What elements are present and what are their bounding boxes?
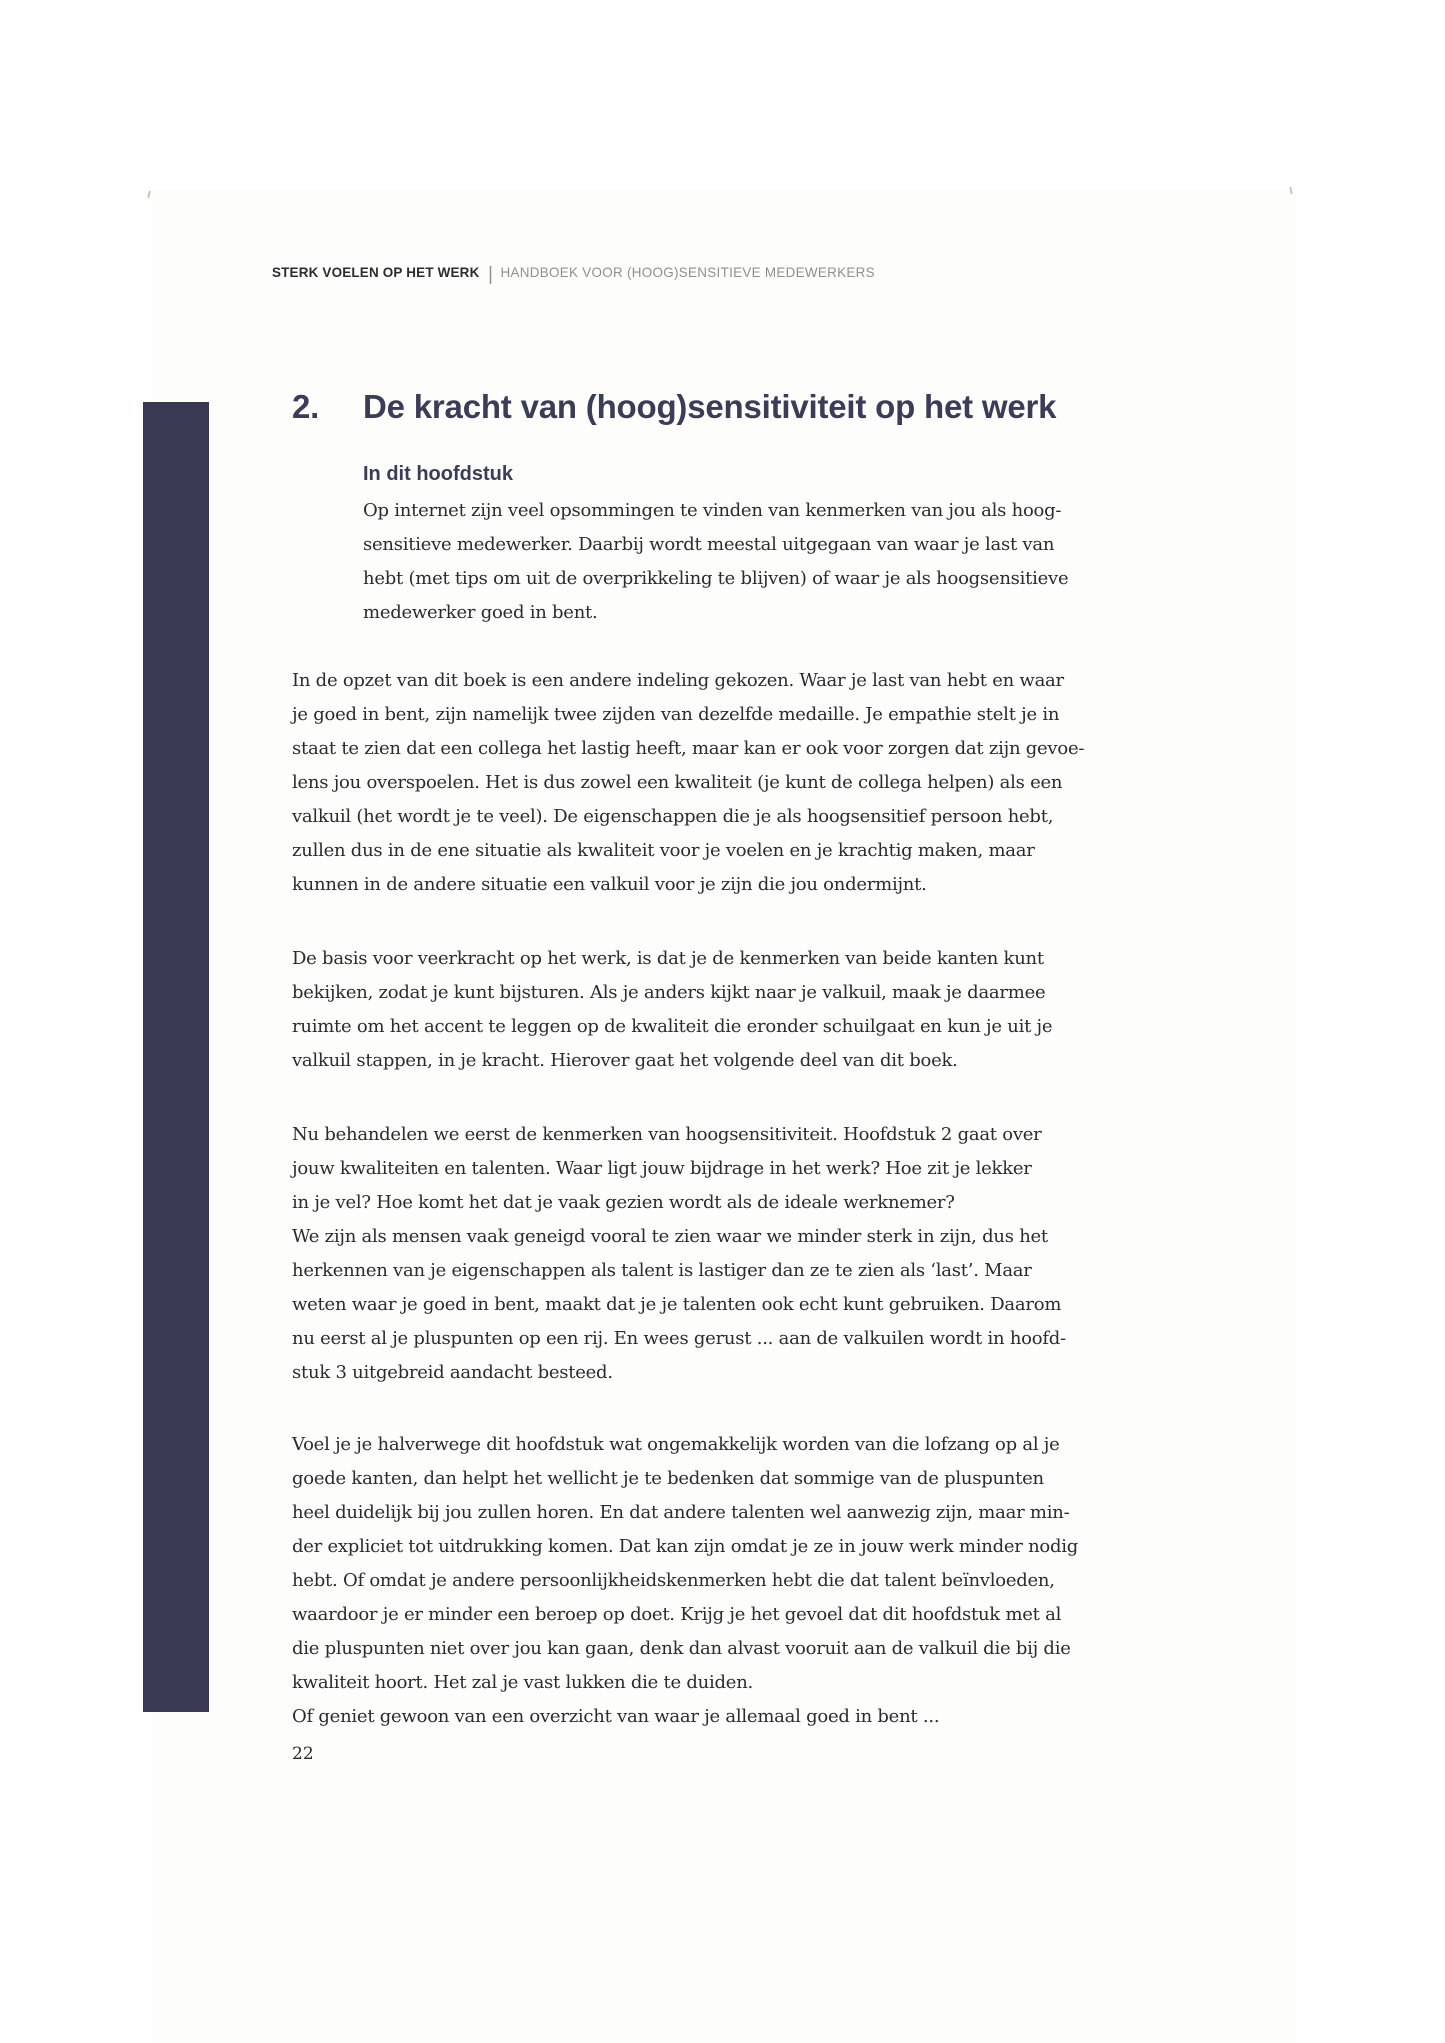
text-line: kunnen in de andere situatie een valkuil voor je zijn die jou ondermijnt. [292, 874, 927, 895]
text-line: staat te zien dat een collega het lastig heeft, maar kan er ook voor zorgen dat zijn gevoe- [292, 738, 1085, 759]
text-line: heel duidelijk bij jou zullen horen. En dat andere talenten wel aanwezig zijn, maar min- [292, 1502, 1070, 1523]
intro-heading: In dit hoofdstuk [363, 463, 513, 485]
scan-artifact-top-left [147, 191, 151, 198]
body-paragraph-2 [292, 942, 1052, 1078]
text-line: kwaliteit hoort. Het zal je vast lukken die te duiden. [292, 1672, 754, 1693]
running-header [272, 264, 875, 286]
intro-paragraph [363, 494, 1068, 630]
book-subtitle: HANDBOEK VOOR (HOOG)SENSITIEVE MEDEWERKERS [500, 264, 875, 280]
text-line: goede kanten, dan helpt het wellicht je te bedenken dat sommige van de pluspunten [292, 1468, 1044, 1489]
text-line: bekijken, zodat je kunt bijsturen. Als je anders kijkt naar je valkuil, maak je daarmee [292, 982, 1046, 1003]
text-line: In de opzet van dit boek is een andere indeling gekozen. Waar je last van hebt en waar [292, 670, 1064, 691]
chapter-title: De kracht van (hoog)sensitiviteit op het werk [363, 388, 1057, 425]
body-paragraph-4 [292, 1428, 1078, 1734]
text-line: lens jou overspoelen. Het is dus zowel een kwaliteit (je kunt de collega helpen) als een [292, 772, 1063, 793]
text-line: valkuil stappen, in je kracht. Hierover gaat het volgende deel van dit boek. [292, 1050, 958, 1071]
text-line: waardoor je er minder een beroep op doet. Krijg je het gevoel dat dit hoofdstuk met al [292, 1604, 1062, 1625]
text-line: De basis voor veerkracht op het werk, is dat je de kenmerken van beide kanten kunt [292, 948, 1044, 969]
text-line: Op internet zijn veel opsommingen te vinden van kenmerken van jou als hoog- [363, 500, 1062, 521]
text-line: in je vel? Hoe komt het dat je vaak gezien wordt als de ideale werknemer? [292, 1192, 955, 1213]
book-title: STERK VOELEN OP HET WERK [272, 264, 480, 280]
text-line: medewerker goed in bent. [363, 602, 598, 623]
text-line: sensitieve medewerker. Daarbij wordt meestal uitgegaan van waar je last van [363, 534, 1055, 555]
text-line: Of geniet gewoon van een overzicht van waar je allemaal goed in bent ... [292, 1706, 940, 1727]
text-line: weten waar je goed in bent, maakt dat je je talenten ook echt kunt gebruiken. Daarom [292, 1294, 1062, 1315]
text-line: valkuil (het wordt je te veel). De eigenschappen die je als hoogsensitief persoon hebt, [292, 806, 1054, 827]
text-line: We zijn als mensen vaak geneigd vooral te zien waar we minder sterk in zijn, dus het [292, 1226, 1048, 1247]
text-line: der expliciet tot uitdrukking komen. Dat kan zijn omdat je ze in jouw werk minder nodig [292, 1536, 1079, 1557]
text-line: Voel je je halverwege dit hoofdstuk wat ongemakkelijk worden van die lofzang op al je [292, 1434, 1060, 1455]
body-paragraph-1 [292, 664, 1084, 902]
text-line: Nu behandelen we eerst de kenmerken van hoogsensitiviteit. Hoofdstuk 2 gaat over [292, 1124, 1042, 1145]
scan-artifact-top-right [1289, 187, 1292, 194]
text-line: jouw kwaliteiten en talenten. Waar ligt jouw bijdrage in het werk? Hoe zit je lekker [292, 1158, 1032, 1179]
header-separator: | [488, 264, 493, 285]
page-surface [152, 190, 1296, 2043]
text-line: nu eerst al je pluspunten op een rij. En wees gerust ... aan de valkuilen wordt in hoofd- [292, 1328, 1066, 1349]
text-line: hebt. Of omdat je andere persoonlijkheidskenmerken hebt die dat talent beïnvloeden, [292, 1570, 1055, 1591]
chapter-accent-bar [143, 402, 209, 1712]
text-line: herkennen van je eigenschappen als talent is lastiger dan ze te zien als ‘last’. Maar [292, 1260, 1032, 1281]
text-line: stuk 3 uitgebreid aandacht besteed. [292, 1362, 613, 1383]
page-number: 22 [292, 1744, 314, 1764]
text-line: je goed in bent, zijn namelijk twee zijden van dezelfde medaille. Je empathie stelt je in [292, 704, 1060, 725]
text-line: zullen dus in de ene situatie als kwaliteit voor je voelen en je krachtig maken, maar [292, 840, 1035, 861]
text-line: die pluspunten niet over jou kan gaan, denk dan alvast vooruit aan de valkuil die bij die [292, 1638, 1071, 1659]
body-paragraph-3 [292, 1118, 1066, 1390]
text-line: hebt (met tips om uit de overprikkeling te blijven) of waar je als hoogsensitieve [363, 568, 1069, 589]
chapter-number: 2. [292, 388, 320, 425]
text-line: ruimte om het accent te leggen op de kwaliteit die eronder schuilgaat en kun je uit je [292, 1016, 1053, 1037]
